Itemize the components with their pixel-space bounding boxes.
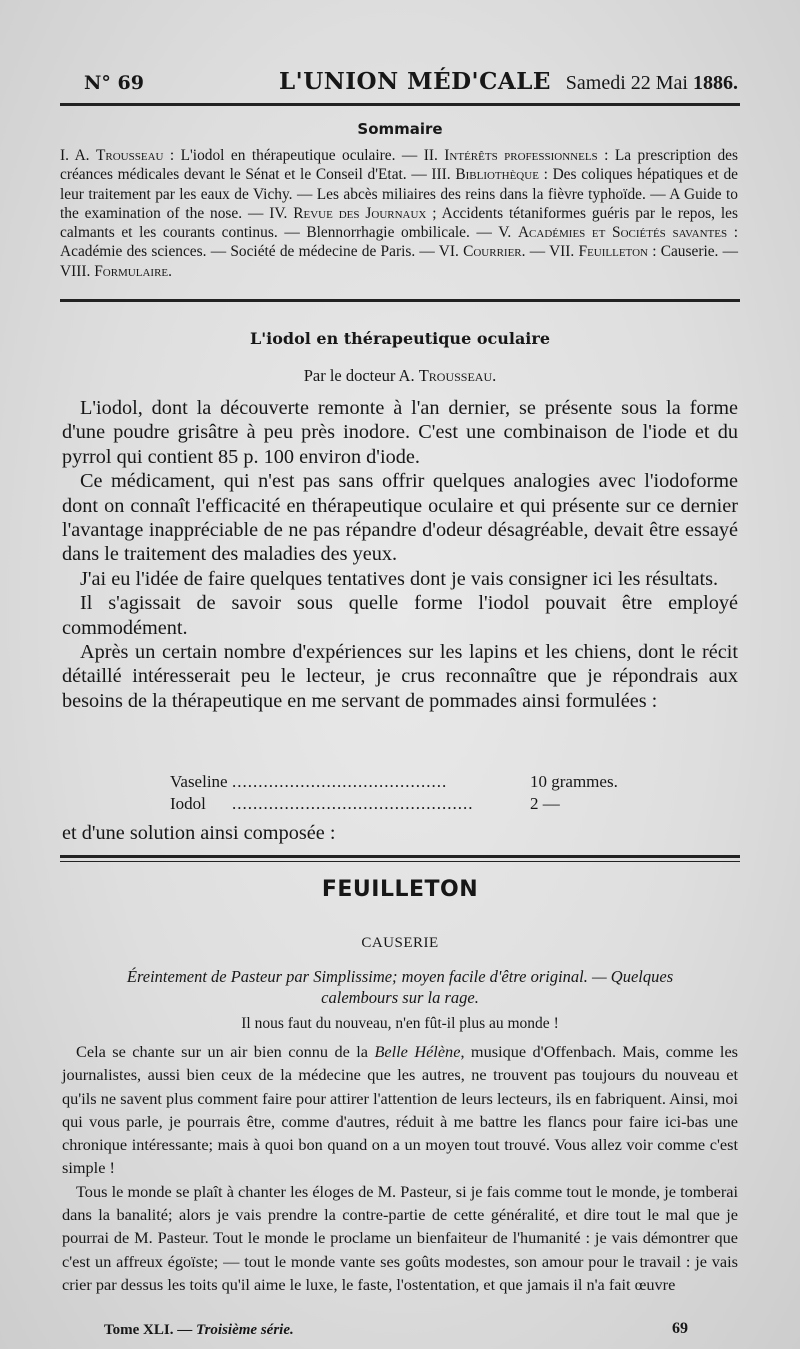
formula-row xyxy=(170,793,640,815)
causerie-paragraph: Tous le monde se plaît à chanter les éloges de M. Pasteur, si je fais comme tout le monde, je tomberai dans la banalité; alors je vais prendre la contre-partie de cette généralité, et dire tout le mal que je pourrai de M. Pasteur. Tout le monde le proclame un bienfaiteur de l'humanité : je vais démontrer que c'est un affreux égoïste; — tout le monde vante ses goûts modestes, son amour pour le travail : je vais crier par dessus les toits qu'il aime le luxe, le faste, l'ostentation, et que jamais il n'a fait œuvre xyxy=(62,1181,738,1294)
sommaire-item: V. Académies et Sociétés savantes : Académie des sciences. — Société de médecine de Paris. — xyxy=(60,224,739,261)
formula-leader-dots: .............................................. xyxy=(232,794,474,813)
page-number: 69 xyxy=(672,1320,688,1337)
feuilleton-rule-top xyxy=(60,855,740,858)
article-paragraph: J'ai eu l'idée de faire quelques tentatives dont je vais consigner ici les résultats. xyxy=(80,567,719,590)
sommaire-list xyxy=(60,146,738,281)
article-body xyxy=(62,396,738,713)
sommaire-item: VI. Courrier. — xyxy=(438,243,550,261)
sommaire-item: VIII. Formulaire. xyxy=(60,262,172,280)
formula-quantity: 2 — xyxy=(530,794,560,813)
header-rule xyxy=(60,103,740,106)
prescription-formula xyxy=(170,771,640,815)
sommaire-item: III. Bibliothèque : Des coliques hépatiques et de leur traitement par les eaux de Vichy. — Les abcès miliaires des reins dans la fièvre typhoïde. — A Guide to the examination of the nose. — xyxy=(60,166,738,222)
page-header xyxy=(84,62,738,102)
formula-leader-dots: ......................................... xyxy=(232,772,448,791)
sommaire-item: IV. Revue des Journaux ; Accidents tétaniformes guéris par le repos, les calmants et les courants continus. — Blennorrhagie ombilicale. — xyxy=(60,204,738,242)
issue-date-day: Samedi 22 Mai xyxy=(565,72,688,94)
article-paragraph: Il s'agissait de savoir sous quelle forme l'iodol pouvait être employé commodément. xyxy=(62,592,738,639)
issue-date-year: 1886. xyxy=(693,72,738,94)
causerie-subtitle: Éreintement de Pasteur par Simplissime; moyen facile d'être original. — Quelques calembours sur la rage. xyxy=(126,967,674,1007)
sommaire-title: Sommaire xyxy=(357,120,443,138)
article-continuation: et d'une solution ainsi composée : xyxy=(62,822,336,844)
sommaire-item: II. Intérêts professionnels : La prescription des créances médicales devant le Sénat et le Conseil d'Etat. — xyxy=(60,147,738,184)
sommaire-rule xyxy=(60,299,740,302)
issue-number: N° 69 xyxy=(84,72,144,94)
issue-date xyxy=(566,72,738,95)
causerie-heading: CAUSERIE xyxy=(361,935,439,951)
article-author: Par le docteur A. Trousseau. xyxy=(303,366,497,385)
causerie-epigraph: Il nous faut du nouveau, n'en fût-il plus au monde ! xyxy=(241,1015,559,1032)
sommaire-item: I. A. Trousseau : L'iodol en thérapeutique oculaire. — xyxy=(60,147,424,164)
article-title: L'iodol en thérapeutique oculaire xyxy=(249,329,550,348)
formula-row xyxy=(170,771,640,793)
causerie-body xyxy=(62,1040,738,1296)
article-paragraph: L'iodol, dont la découverte remonte à l'an dernier, se présente sous la forme d'une poudre grisâtre à peu près inodore. C'est une combinaison de l'iode et du pyrrol qui contient 85 p. 100 environ d'iode. xyxy=(62,397,738,468)
journal-title: L'UNION MÉD'CALE xyxy=(279,68,551,95)
formula-quantity: 10 grammes. xyxy=(530,772,618,791)
sommaire-item: VII. Feuilleton : Causerie. — xyxy=(549,243,739,261)
formula-ingredient: Vaseline xyxy=(170,772,228,791)
volume-footer: Tome XLI. — Troisième série. xyxy=(104,1322,294,1338)
formula-ingredient: Iodol xyxy=(170,794,206,813)
article-paragraph: Ce médicament, qui n'est pas sans offrir quelques analogies avec l'iodoforme dont on connaît l'efficacité en thérapeutique oculaire et qui présente sur ce dernier l'avantage inappréciable de ne pas répandre d'odeur désagréable, devait être essayé dans le traitement des maladies des yeux. xyxy=(62,470,738,566)
article-paragraph: Après un certain nombre d'expériences sur les lapins et les chiens, dont le récit détaillé intéresserait peu le lecteur, je crus reconnaître que je répondrais aux besoins de la thérapeutique en me servant de pommades ainsi formulées : xyxy=(62,641,738,712)
feuilleton-title: FEUILLETON xyxy=(321,877,479,902)
feuilleton-rule-bottom xyxy=(60,861,740,862)
causerie-paragraph: Cela se chante sur un air bien connu de la Belle Hélène, musique d'Offenbach. Mais, comme les journalistes, aussi bien ceux de la médecine que les autres, ne trouvent pas toujours du nouveau et qu'ils ne savent plus comment faire pour attirer l'attention de leurs lecteurs, ils en fabriquent. Ainsi, moi qui vous parle, je pourrais être, comme d'autres, réduit à me battre les flancs pour faire ici-bas une chronique intéressante; mais à quoi bon quand on a un moyen tout trouvé. Vous allez voir comme c'est simple ! xyxy=(62,1042,739,1178)
